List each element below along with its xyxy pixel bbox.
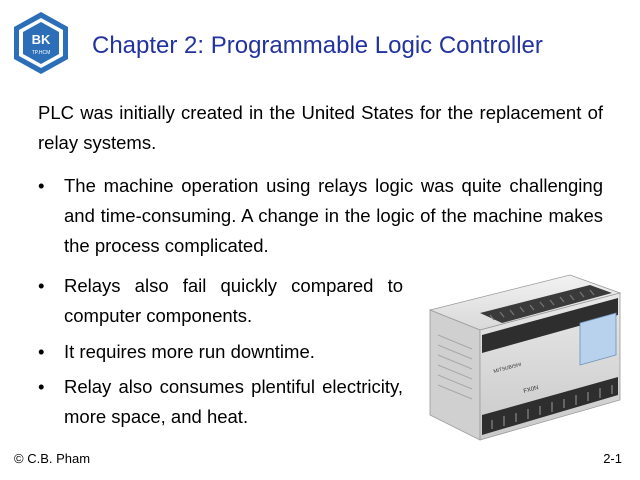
- bullet-text: Relay also consumes plentiful electricity, more space, and heat.: [64, 376, 403, 427]
- intro-paragraph: PLC was initially created in the United States for the replacement of relay systems.: [38, 102, 603, 153]
- bullet-symbol: •: [38, 275, 45, 296]
- bullet-text: Relays also fail quickly compared to computer components.: [64, 275, 403, 326]
- plc-model-label: FX0N: [522, 385, 540, 395]
- logo-text: BK: [31, 32, 51, 47]
- bullet-symbol: •: [38, 175, 45, 196]
- university-logo: [10, 10, 72, 76]
- bullet-symbol: •: [38, 341, 45, 362]
- bullet-text: It requires more run downtime.: [64, 341, 315, 362]
- bullet-item: [38, 171, 603, 261]
- page-number: 2-1: [603, 451, 622, 466]
- bullet-text: The machine operation using relays logic was quite challenging and time-consuming. A change in the logic of the machine makes the process complicated.: [64, 175, 603, 256]
- bullet-symbol: •: [38, 376, 45, 397]
- bullet-item: [38, 372, 403, 432]
- bullet-item: [38, 271, 403, 331]
- plc-device-image: [420, 265, 625, 443]
- slide-title: Chapter 2: Programmable Logic Controller: [92, 32, 543, 59]
- logo-subtext: TP.HCM: [31, 50, 51, 56]
- plc-brand-label: MITSUBISHI: [492, 361, 523, 375]
- bullet-item: [38, 337, 403, 367]
- footer-copyright: © C.B. Pham: [14, 451, 91, 466]
